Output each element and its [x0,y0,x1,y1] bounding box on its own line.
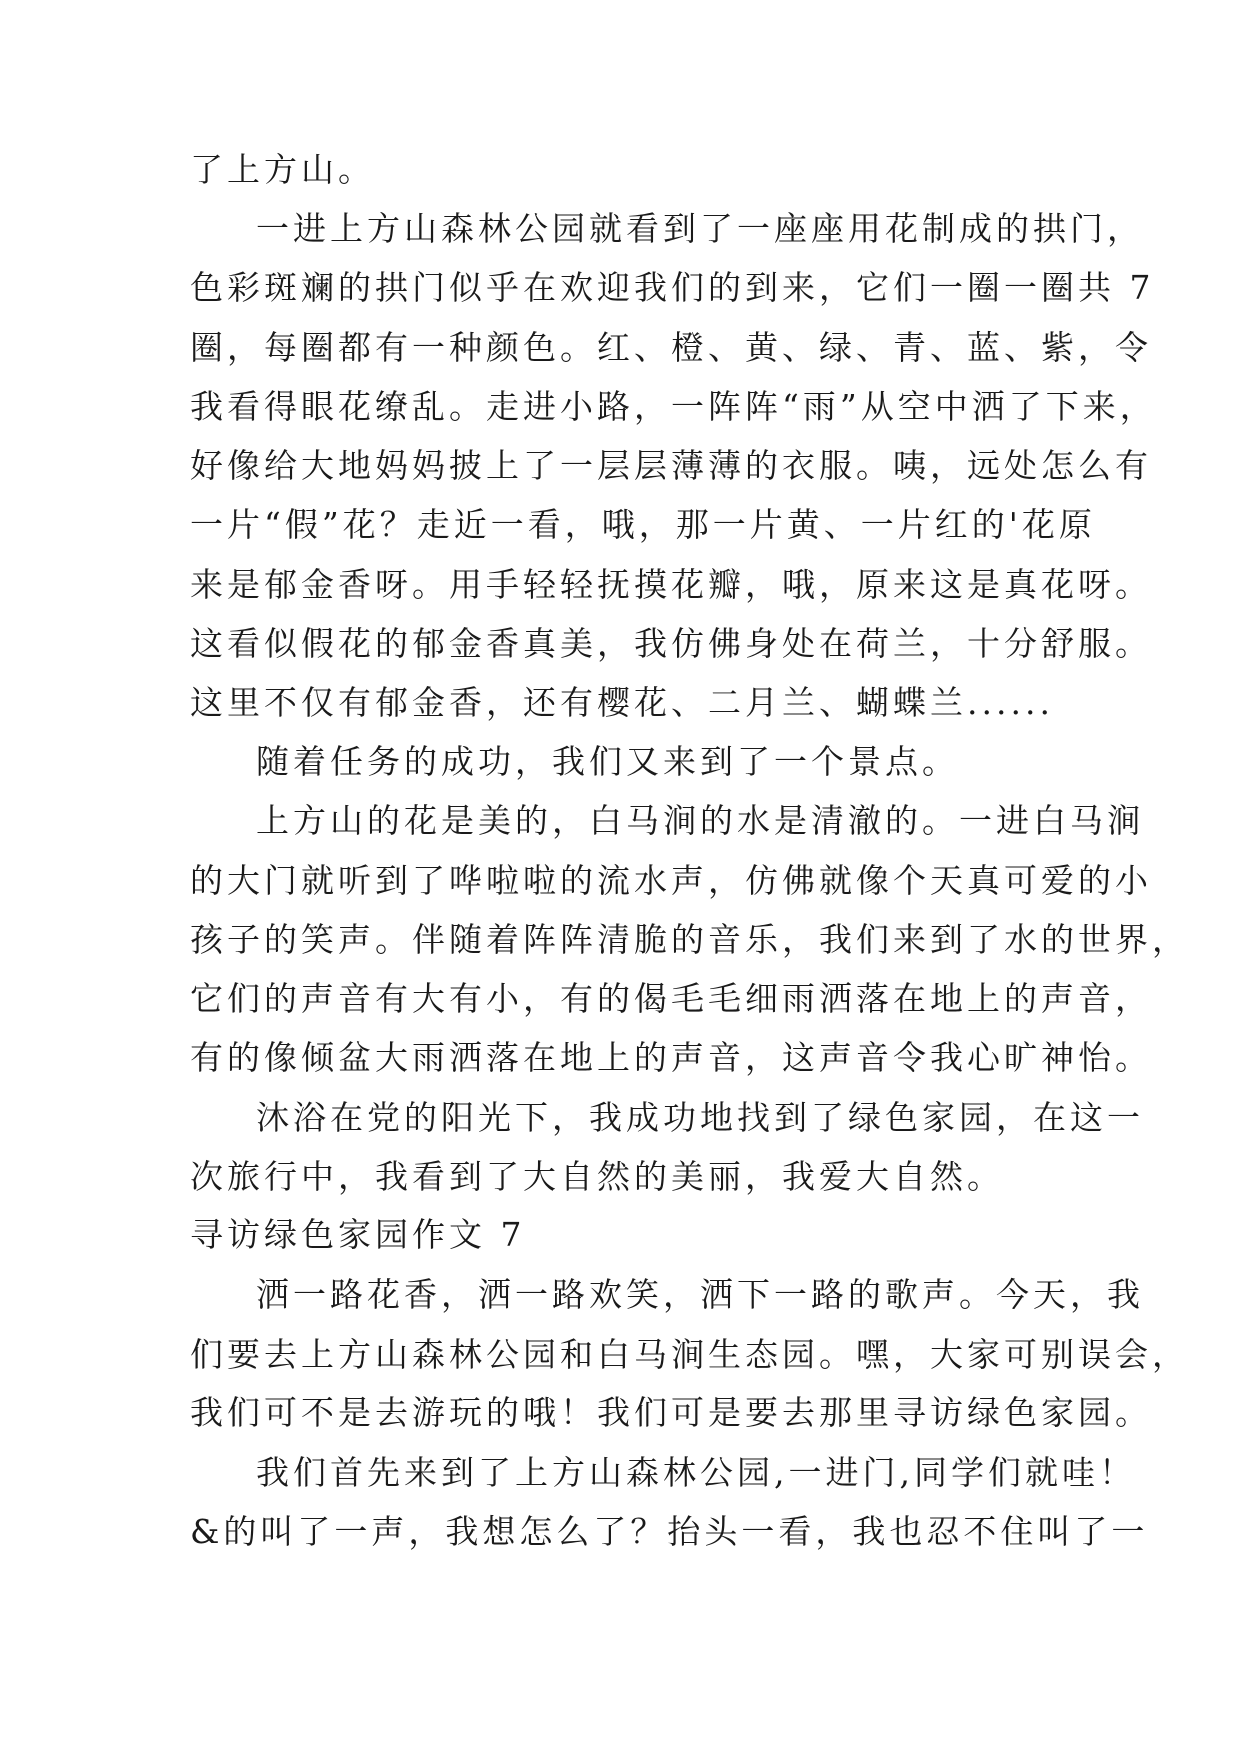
text-line: 的大门就听到了哗啦啦的流水声，仿佛就像个天真可爱的小 [190,861,1152,900]
paragraph-first-line: 随着任务的成功，我们又来到了一个景点。 [256,742,959,781]
text-line: 我们可不是去游玩的哦！我们可是要去那里寻访绿色家园。 [190,1393,1152,1432]
text-line: 有的像倾盆大雨洒落在地上的声音，这声音令我心旷神怡。 [190,1038,1152,1077]
paragraph-first-line: 洒一路花香，洒一路欢笑，洒下一路的歌声。今天，我 [256,1275,1144,1314]
paragraph-first-line: 我们首先来到了上方山森林公园,一进门,同学们就哇！ [256,1453,1136,1492]
text-line: 圈，每圈都有一种颜色。红、橙、黄、绿、青、蓝、紫，令 [190,328,1152,367]
text-line: 们要去上方山森林公园和白马涧生态园。嘿，大家可别误会， [190,1335,1189,1374]
text-line: &的叫了一声，我想怎么了？抬头一看，我也忍不住叫了一 [190,1512,1149,1551]
text-line: 我看得眼花缭乱。走进小路，一阵阵“雨”从空中洒了下来， [190,387,1157,426]
section-heading: 寻访绿色家园作文 7 [190,1215,526,1254]
text-line: 了上方山。 [190,150,375,189]
text-line: 这看似假花的郁金香真美，我仿佛身处在荷兰，十分舒服。 [190,624,1152,663]
text-line: 孩子的笑声。伴随着阵阵清脆的音乐，我们来到了水的世界， [190,920,1189,959]
text-line: 这里不仅有郁金香，还有樱花、二月兰、蝴蝶兰...... [190,683,1054,722]
paragraph-first-line: 一进上方山森林公园就看到了一座座用花制成的拱门， [256,209,1144,248]
text-line: 来是郁金香呀。用手轻轻抚摸花瓣，哦，原来这是真花呀。 [190,565,1152,604]
text-line: 次旅行中，我看到了大自然的美丽，我爱大自然。 [190,1157,1004,1196]
text-line: 好像给大地妈妈披上了一层层薄薄的衣服。咦，远处怎么有 [190,446,1152,485]
text-line: 一片“假”花？走近一看，哦，那一片黄、一片红的'花原 [190,505,1096,544]
text-line: 色彩斑斓的拱门似乎在欢迎我们的到来，它们一圈一圈共 7 [190,268,1155,307]
paragraph-first-line: 上方山的花是美的，白马涧的水是清澈的。一进白马涧 [256,801,1144,840]
text-line: 它们的声音有大有小，有的偈毛毛细雨洒落在地上的声音， [190,979,1152,1018]
paragraph-first-line: 沐浴在党的阳光下，我成功地找到了绿色家园，在这一 [256,1098,1144,1137]
